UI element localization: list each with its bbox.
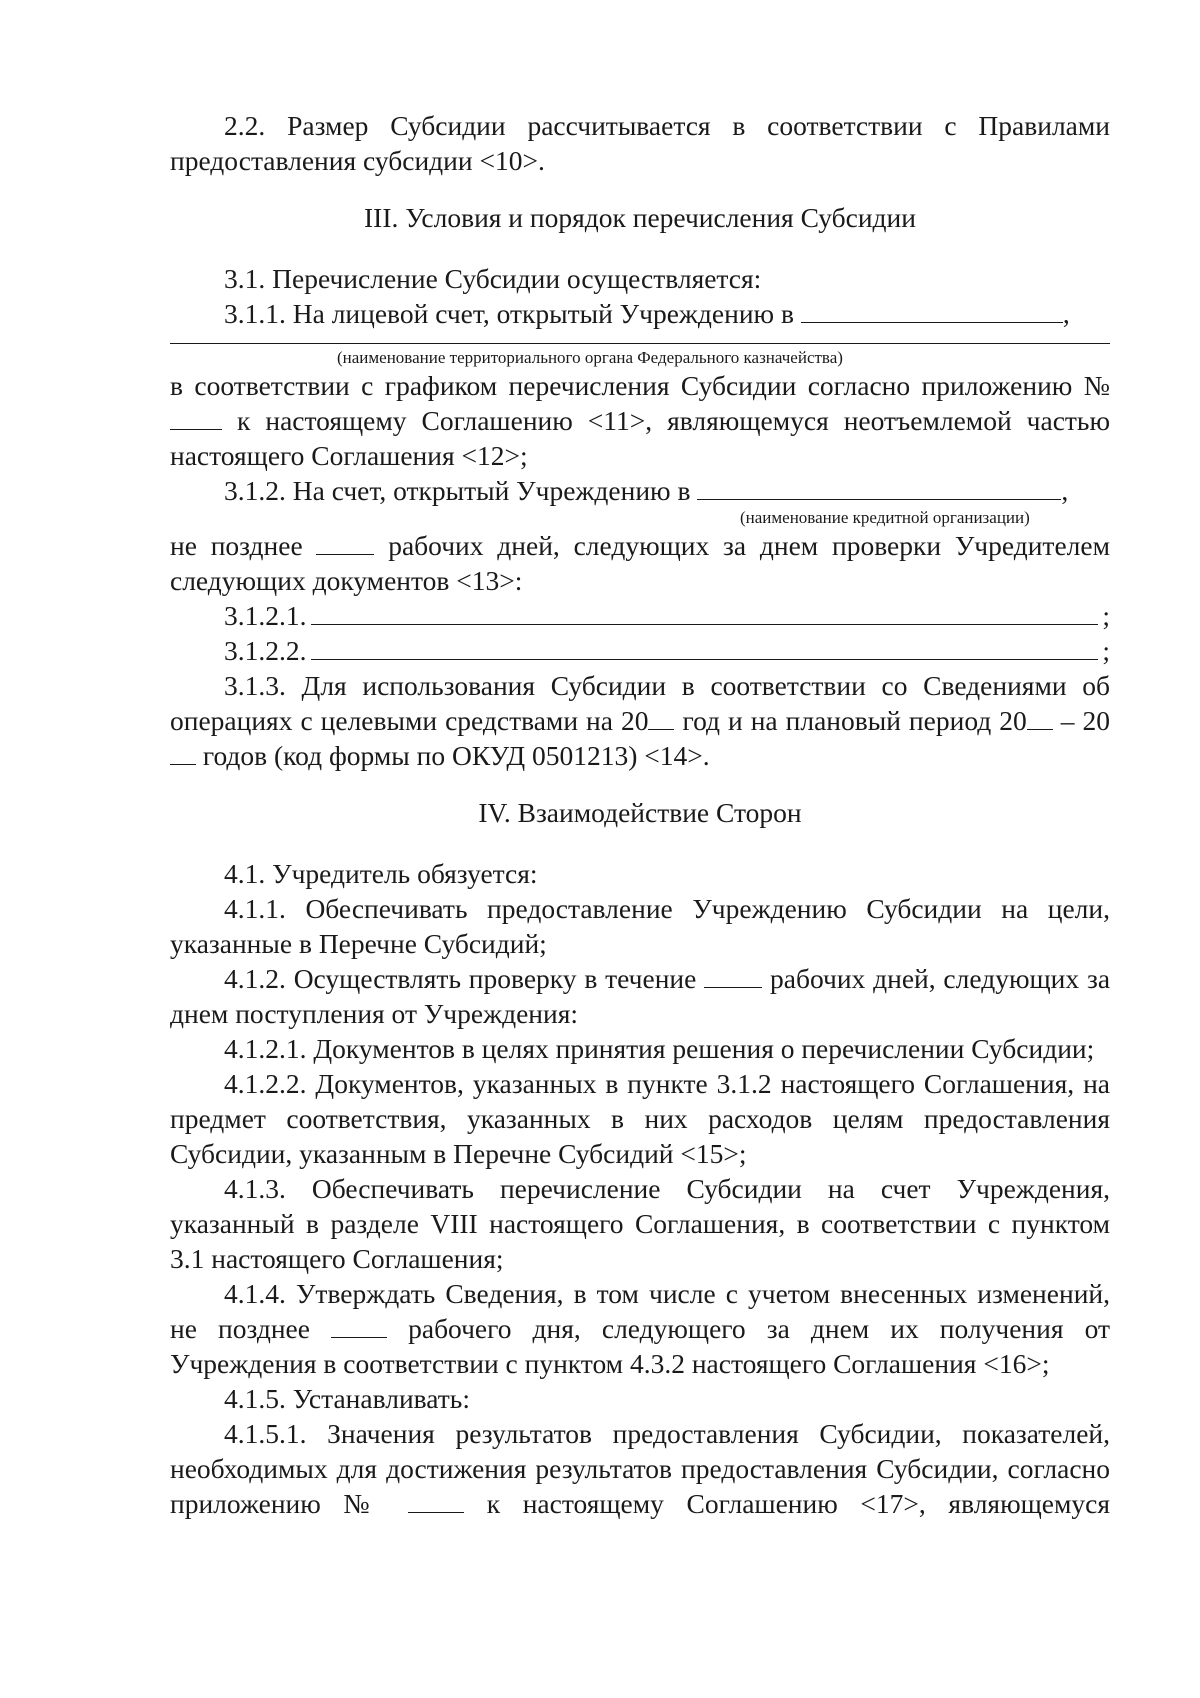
paragraph-4-1-2-2: 4.1.2.2. Документов, указанных в пункте 3.1.2 настоящего Соглашения, на предмет соответствия, указанных в них расходов целям предоставления Субсидии, указанным в Перечне Субсидий <15>; [170,1068,1110,1169]
item-3-1-2-1-blank [311,600,1099,625]
bank-blank [697,473,1061,500]
paragraph-4-1-5-1 [170,1416,1110,1521]
paragraph-3-1-2-cont-b: рабочих дней, следующих за днем проверки Учредителем следующих документов <13>: [170,530,1110,596]
year-blank-2 [1027,703,1053,730]
paragraph-3-1-2-text: 3.1.2. На счет, открытый Учреждению в [224,475,691,506]
results-appendix-blank [408,1486,464,1513]
paragraph-4-1-3: 4.1.3. Обеспечивать перечисление Субсидии на счет Учреждения, указанный в разделе VIII настоящего Соглашения, в соответствии с пунктом 3.1 настоящего Соглашения; [170,1173,1110,1274]
paragraph-2-2: 2.2. Размер Субсидии рассчитывается в соответствии с Правилами предоставления субсидии <10>. [170,110,1110,176]
semicolon: ; [1102,635,1110,666]
paragraph-3-1-2-continued [170,528,1110,598]
caption-bank: (наименование кредитной организации) [740,508,1030,527]
paragraph-3-1-2-cont-a: не позднее [170,530,303,561]
item-3-1-2-2-label: 3.1.2.2. [224,635,307,666]
paragraph-4-1-5: 4.1.5. Устанавливать: [224,1383,470,1414]
paragraph-4-1-2-1: 4.1.2.1. Документов в целях принятия решения о перечислении Субсидии; [224,1033,1095,1064]
year-blank-3 [170,738,196,765]
section-4-title: IV. Взаимодействие Сторон [478,797,802,828]
paragraph-4-1: 4.1. Учредитель обязуется: [224,858,538,889]
paragraph-4-1-5-1-a: 4.1.5.1. Значения результатов предоставления Субсидии, показателей, необходимых для достижения результатов предоставления Субсидии, согласно приложению № [170,1418,1110,1519]
paragraph-3-1-3-b: год и на плановый период 20 [682,705,1027,736]
paragraph-3-1-3-c: – 20 [1060,705,1111,736]
paragraph-3-1-1-cont-b: к настоящему Соглашению <11>, являющемуся неотъемлемой частью настоящего Соглашения <12>; [170,405,1110,471]
paragraph-3-1-3-d: годов (код формы по ОКУД 0501213) <14>. [202,740,710,771]
document-page [170,108,1110,1521]
paragraph-4-1-5-1-b: к настоящему Соглашению <17>, являющемуся [486,1488,1111,1519]
paragraph-3-1-2 [170,473,1110,508]
comma: , [1061,475,1069,506]
paragraph-3-1-3 [170,668,1110,773]
paragraph-4-1-2-b: рабочих дней, следующих за днем поступления от Учреждения: [170,963,1111,1029]
paragraph-3-1-1-text: 3.1.1. На лицевой счет, открытый Учреждению в [224,298,794,329]
paragraph-3-1-3-a: 3.1.3. Для использования Субсидии в соответствии со Сведениями об операциях с целевыми средствами на 20 [170,670,1110,736]
section-3-title: III. Условия и порядок перечисления Субсидии [364,202,916,233]
paragraph-3-1: 3.1. Перечисление Субсидии осуществляется: [224,263,762,294]
paragraph-3-1-2-2 [170,633,1110,668]
item-3-1-2-1-label: 3.1.2.1. [224,600,307,631]
year-blank-1 [648,703,674,730]
paragraph-4-1-4-b: рабочего дня, следующего за днем их получения от Учреждения в соответствии с пунктом 4.3.2 настоящего Соглашения <16>; [170,1313,1110,1379]
treasury-name-line [170,331,1110,344]
paragraph-4-1-4 [170,1276,1110,1381]
paragraph-3-1-2-1 [170,598,1110,633]
paragraph-3-1-1 [170,296,1110,331]
paragraph-3-1-1-continued [170,368,1110,473]
paragraph-3-1-1-cont-a: в соответствии с графиком перечисления Субсидии согласно приложению № [170,370,1110,401]
paragraph-4-1-4-a: 4.1.4. Утверждать Сведения, в том числе с учетом внесенных изменений, не позднее [170,1278,1110,1344]
comma: , [1062,298,1070,329]
semicolon: ; [1102,600,1110,631]
paragraph-4-1-2 [170,961,1110,1031]
approval-days-blank [331,1311,387,1338]
paragraph-4-1-2-a: 4.1.2. Осуществлять проверку в течение [224,963,697,994]
days-blank [316,528,374,555]
caption-treasury: (наименование территориального органа Федерального казначейства) [337,348,843,367]
item-3-1-2-2-blank [311,635,1099,660]
appendix-number-blank [170,403,222,430]
treasury-blank [801,296,1063,323]
check-days-blank [704,961,762,988]
paragraph-4-1-1: 4.1.1. Обеспечивать предоставление Учреждению Субсидии на цели, указанные в Перечне Субсидий; [170,893,1110,959]
